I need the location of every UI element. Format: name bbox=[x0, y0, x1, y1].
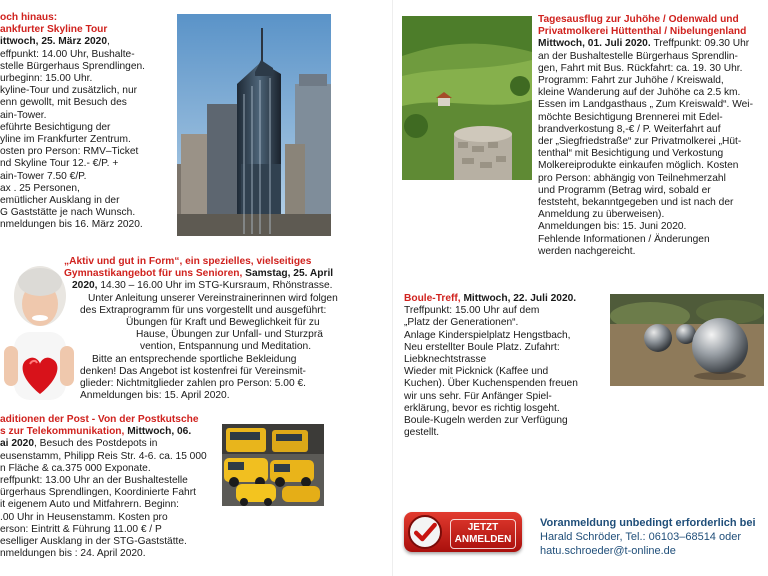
skyline-text-line: osten pro Person: RMV–Ticket bbox=[0, 146, 139, 158]
checkmark-icon bbox=[408, 515, 442, 549]
gymnastics-title-line-1: „Aktiv und gut in Form“, ein spezielles, vielseitiges bbox=[64, 256, 312, 267]
gymnastics-text-line: vention, Entspannung und Meditation. bbox=[140, 341, 312, 353]
trip-text-line: feststeht, bekanntgegeben und ist nach der bbox=[538, 197, 734, 209]
skyline-title-line-1: och hinaus: bbox=[0, 12, 58, 23]
boule-text-line: Boule-Kugeln werden zur Verfügung bbox=[404, 415, 568, 427]
skyline-comma: , bbox=[107, 36, 110, 48]
boule-section bbox=[404, 293, 604, 439]
trip-text-line: Anmeldung zu überweisen). bbox=[538, 209, 665, 221]
trip-meeting-point: Treffpunkt: 09.30 Uhr bbox=[653, 38, 750, 50]
contact-heading: Voranmeldung unbedingt erforderlich bei bbox=[540, 517, 756, 529]
trip-text-line: Anmeldungen bis: 15. Juni 2020. bbox=[538, 221, 687, 233]
gymnastics-year: 2020, bbox=[72, 280, 101, 292]
boule-text-line: Kuchen). Über Kuchenspenden freuen bbox=[404, 378, 578, 390]
trip-text-line: möchte Besichtigung Brennerei mit Edel- bbox=[538, 111, 723, 123]
trip-text-line: pro Person: abhängig von Teilnehmerzahl bbox=[538, 172, 726, 184]
trip-text-line: Programm: Fahrt zur Juhöhe / Kreiswald, bbox=[538, 75, 724, 87]
gymnastics-section bbox=[64, 256, 390, 402]
skyline-text-line: ain-Tower. bbox=[0, 109, 47, 121]
skyline-text-line: ax . 25 Personen, bbox=[0, 182, 80, 194]
contact-phone-line: Harald Schröder, Tel.: 06103–68514 oder bbox=[540, 531, 741, 543]
trip-text-line: an der Bushaltestelle Bürgerhaus Sprendlin- bbox=[538, 50, 738, 62]
trip-text-line: gen, Fahrt mit Bus. Rückfahrt: ca. 19. 30 Uhr. bbox=[538, 62, 743, 74]
boule-text-line: Wieder mit Picknick (Kaffee und bbox=[404, 366, 549, 378]
post-text-line: eusenstamm, Philipp Reis Str. 4-6. ca. 15 000 bbox=[0, 450, 207, 462]
trip-text-line: und Programm (Betrag wird, sobald er bbox=[538, 184, 711, 196]
skyline-text-line: emütlicher Ausklang in der bbox=[0, 195, 120, 207]
gymnastics-text-line: Bitte an entsprechende sportliche Bekleidung bbox=[92, 353, 297, 365]
skyline-text-line: stelle Bürgerhaus Sprendlingen. bbox=[0, 60, 145, 72]
post-text-line: reffpunkt: 13.00 Uhr an der Bushaltestelle bbox=[0, 475, 188, 487]
register-now-label bbox=[450, 519, 516, 549]
post-title-text: s zur Telekommunikation, bbox=[0, 426, 128, 438]
post-text-line: erson: Eintritt & Führung 11.00 € / P bbox=[0, 523, 162, 535]
skyline-text-line: yline im Frankfurter Zentrum. bbox=[0, 134, 131, 146]
boule-text-line: wir uns sehr. Für Anfänger Spiel- bbox=[404, 390, 552, 402]
boule-balls-photo bbox=[610, 294, 764, 386]
skyline-text-line: effpunkt: 14.00 Uhr, Bushalte- bbox=[0, 48, 135, 60]
trip-title-line-1: Tagesausflug zur Juhöhe / Odenwald und bbox=[538, 14, 739, 25]
boule-text-line: Liebknechtstrasse bbox=[404, 354, 487, 366]
gymnastics-title-line-2 bbox=[64, 268, 390, 280]
gymnastics-time-place: 14.30 – 16.00 Uhr im STG-Kursraum, Rhönstrasse. bbox=[100, 280, 333, 292]
frankfurt-skyline-photo bbox=[177, 14, 331, 236]
gymnastics-text-line: denken! Das Angebot ist kostenfrei für Vereinsmit- bbox=[80, 365, 306, 377]
skyline-text-line: nmeldungen bis 16. März 2020. bbox=[0, 219, 143, 231]
post-text-line: eselliger Ausklang in der STG-Gaststätte. bbox=[0, 536, 187, 548]
trip-title-line-2: Privatmolkerei Hüttenthal / Nibelungenland bbox=[538, 26, 747, 38]
boule-text-line: „Platz der Generationen“. bbox=[404, 317, 519, 329]
post-date-line bbox=[0, 438, 220, 450]
postal-vehicles-photo bbox=[222, 424, 324, 506]
post-text-line: nmeldungen bis : 24. April 2020. bbox=[0, 548, 146, 560]
post-date: ai 2020 bbox=[0, 438, 34, 450]
skyline-text-line: enn gewollt, mit Besuch des bbox=[0, 97, 127, 109]
post-title-line-1: aditionen der Post - Von der Postkutsche bbox=[0, 414, 199, 425]
gymnastics-title-text: Gymnastikangebot für uns Senioren, bbox=[64, 268, 246, 280]
skyline-weekday: ittwoch, bbox=[0, 36, 42, 48]
skyline-text-line: G Gaststätte je nach Wunsch. bbox=[0, 207, 136, 219]
boule-text-line: gestellt. bbox=[404, 427, 440, 439]
skyline-title-line-2: ankfurter Skyline Tour bbox=[0, 24, 108, 36]
trip-text-line: Molkereiprodukte einkaufen möglich. Kosten bbox=[538, 160, 739, 172]
register-now-label-line-2: ANMELDEN bbox=[454, 534, 512, 545]
gymnastics-time-line bbox=[64, 280, 390, 292]
register-now-button[interactable] bbox=[404, 512, 522, 552]
post-weekday: Mittwoch, 06. bbox=[127, 426, 192, 438]
skyline-text-line: ain-Tower 7.50 €/P. bbox=[0, 170, 87, 182]
skyline-text-line: kyline-Tour und zusätzlich, nur bbox=[0, 85, 138, 97]
page-fold-divider bbox=[392, 0, 393, 576]
day-trip-section bbox=[538, 14, 768, 258]
odenwald-landscape-photo bbox=[402, 16, 532, 180]
trip-text-line: brandverkostung 8,-€ / P. Weiterfahrt auf bbox=[538, 123, 721, 135]
skyline-tour-section bbox=[0, 12, 172, 232]
trip-text-line: Fehlende Informationen / Änderungen bbox=[538, 233, 710, 245]
skyline-text-line: urbeginn: 15.00 Uhr. bbox=[0, 73, 93, 85]
post-text-line: .00 Uhr in Heusenstamm. Kosten pro bbox=[0, 511, 168, 523]
trip-date-line bbox=[538, 38, 768, 50]
gymnastics-date: Samstag, 25. April bbox=[245, 268, 334, 280]
trip-date: Mittwoch, 01. Juli 2020. bbox=[538, 38, 654, 50]
trip-text-line: tenthal“ mit Besichtigung und Verkostung bbox=[538, 148, 724, 160]
boule-text-line: Neu erstellter Boule Platz. Zufahrt: bbox=[404, 341, 560, 353]
post-text-line: n Fläche & ca.375 000 Exponate. bbox=[0, 462, 151, 474]
gymnastics-text-line: glieder: Nichtmitglieder zahlen pro Person: 5.00 €. bbox=[80, 378, 306, 390]
post-visit: , Besuch des Postdepots in bbox=[34, 438, 158, 450]
trip-text-line: Essen im Landgasthaus „ Zum Kreiswald“. Wei- bbox=[538, 99, 753, 111]
contact-email[interactable]: hatu.schroeder@t-online.de bbox=[540, 545, 676, 557]
gymnastics-text-line: des Extraprogramm für uns vorgestellt und ausgeführt: bbox=[80, 304, 327, 316]
gymnastics-text-line: Anmeldungen bis: 15. April 2020. bbox=[80, 390, 230, 402]
register-now-label-line-1: JETZT bbox=[467, 522, 499, 533]
boule-title-line bbox=[404, 293, 604, 305]
boule-text-line: erklärung, bevor es richtig losgeht. bbox=[404, 402, 560, 414]
register-now-button-wrapper bbox=[404, 512, 522, 552]
contact-section bbox=[540, 516, 768, 558]
post-museum-section bbox=[0, 414, 220, 560]
gymnastics-text-line: Unter Anleitung unserer Vereinstrainerinnen wird folgen bbox=[88, 292, 338, 304]
boule-title: Boule-Treff, bbox=[404, 293, 464, 304]
post-text-line: ürgerhaus Sprendlingen, Koordinierte Fahrt bbox=[0, 487, 196, 499]
boule-text-line: Anlage Kinderspielplatz Hengstbach, bbox=[404, 329, 571, 341]
skyline-text-line: nd Skyline Tour 12.- €/P. + bbox=[0, 158, 119, 170]
post-title-line-2 bbox=[0, 426, 220, 438]
boule-date: Mittwoch, 22. Juli 2020. bbox=[463, 293, 577, 304]
skyline-date: 25. März 2020 bbox=[41, 36, 108, 48]
boule-text-line: Treffpunkt: 15.00 Uhr auf dem bbox=[404, 305, 540, 317]
skyline-date-line bbox=[0, 36, 172, 48]
gymnastics-text-line: Hause, Übungen zur Unfall- und Sturzprä bbox=[136, 329, 323, 341]
gymnastics-text-line: Übungen für Kraft und Beweglichkeit für zu bbox=[126, 317, 320, 329]
trip-text-line: der „Siegfriedstraße“ zur Privatmolkerei „Hüt- bbox=[538, 136, 742, 148]
skyline-text-line: eführte Besichtigung der bbox=[0, 121, 111, 133]
post-text-line: it eigenem Auto und Mitfahrern. Beginn: bbox=[0, 499, 179, 511]
trip-text-line: kleine Wanderung auf der Juhöhe ca 2.5 km. bbox=[538, 87, 741, 99]
trip-text-line: werden nachgereicht. bbox=[538, 245, 636, 257]
